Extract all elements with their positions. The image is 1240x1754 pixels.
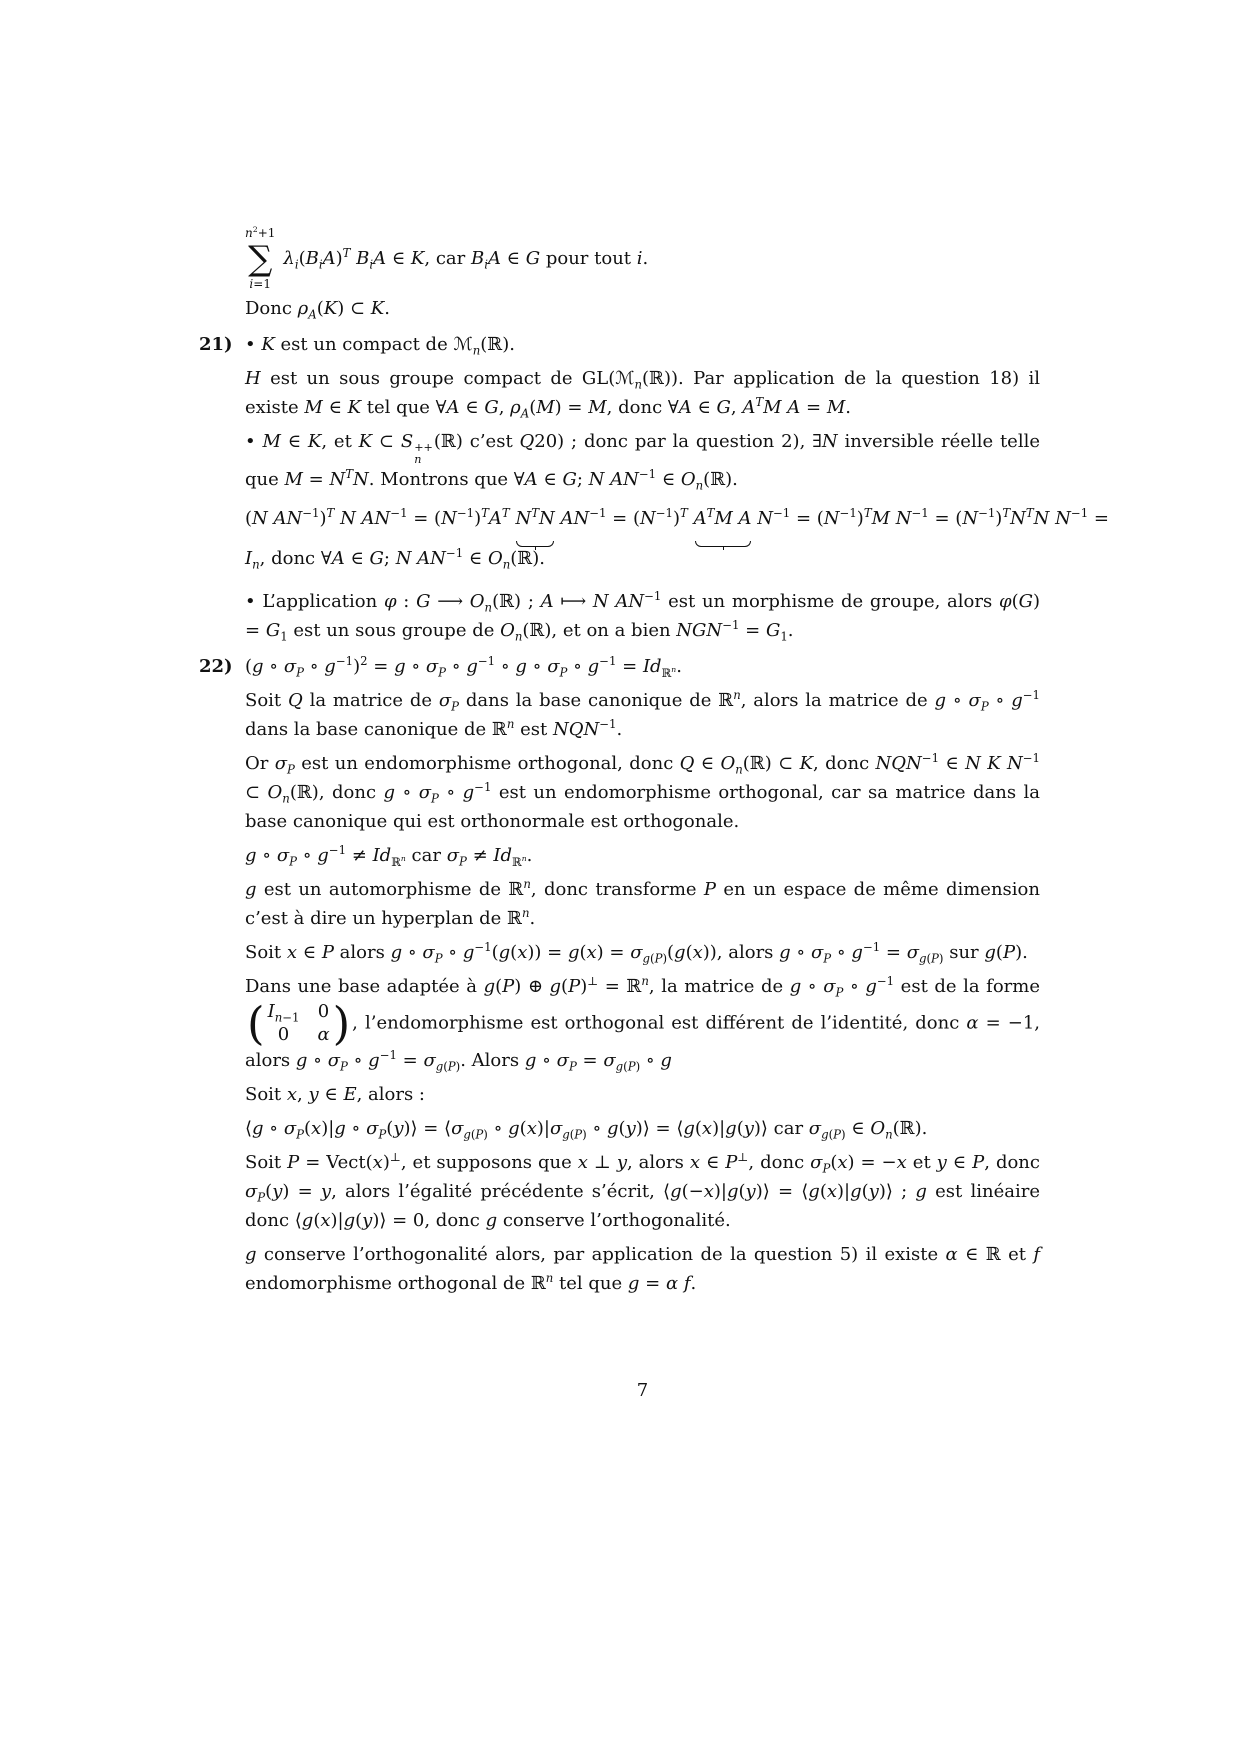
math-paragraph: Donc $\rho_A(K)$ ⊂ K.	[245, 298, 390, 322]
math-paragraph: Or $\sigma_P$ est un endomorphisme orthogonal, donc Q ∈ $O_n(ℝ)$ ⊂ K, donc $NQN^{-1}$ ∈ N K $N^{-1}$ ⊂ $O_n(ℝ)$, donc g ∘ $\sigma_P$ ∘ $g^{-1}$ est un endomorphisme orthogonal, car sa matrice dans la base canonique qui est orthonormale est orthogonale.	[245, 751, 1040, 833]
math-paragraph: Soit x ∈ P alors g ∘ $\sigma_P$ ∘ $g^{-1}(g(x)) = g(x) = \sigma_{g(P)}(g(x))$, alors g ∘ $\sigma_P$ ∘ $g^{-1} = \sigma_{g(P)}$ sur g(P).	[245, 940, 1028, 966]
question-22	[199, 652, 1040, 1298]
item-body	[245, 652, 1040, 1298]
math-paragraph: Soit x, y ∈ E, alors :	[245, 1084, 425, 1106]
math-paragraph: g conserve l’orthogonalité alors, par application de la question 5) il existe α ∈ ℝ et f endomorphisme orthogonal de ℝ$^n$ tel que g = α f.	[245, 1244, 1040, 1295]
math-paragraph: H est un sous groupe compact de GL(ℳ$_n$(ℝ)). Par application de la question 18) il existe M ∈ K tel que ∀A ∈ G, $\rho_A(M) = M$, donc ∀A ∈ G, $A^TM$ A = M.	[245, 368, 1040, 421]
item-number: 22)	[199, 656, 233, 678]
math-paragraph: Soit P = Vect(x)⊥, et supposons que x ⊥ y, alors x ∈ P⊥, donc $\sigma_P(x) = -x$ et y ∈ P, donc $\sigma_P(y) = y$, alors l’égalité précédente s’écrit, ⟨g(−x)|g(y)⟩ = ⟨g(x)|g(y)⟩ ; g est linéaire donc ⟨g(x)|g(y)⟩ = 0, donc g conserve l’orthogonalité.	[245, 1150, 1040, 1232]
item-number: 21)	[199, 334, 233, 355]
item-body	[245, 330, 1109, 645]
math-paragraph: • M ∈ K, et K ⊂ S ++ n (ℝ) c’est Q20) ; donc par la question 2), ∃N inversible réelle telle que $M = N^TN$. Montrons que ∀A ∈ G; N $AN^{-1}$ ∈ $O_n(ℝ)$.	[245, 431, 1040, 493]
math-paragraph: ⟨g ∘ $\sigma_P(x)|g$ ∘ $\sigma_P(y)⟩$ = $⟨\sigma_{g(P)}$ ∘ $g(x)|\sigma_{g(P)}$ ∘ g(y)⟩ = ⟨g(x)|g(y)⟩ car $\sigma_{g(P)}$ ∈ $O_n(ℝ)$.	[245, 1118, 928, 1142]
question-21	[199, 330, 1109, 645]
sum-display-line: $n^2+1$ ∑ i=1 $\lambda_i(B_iA)^T$ $B_iA$ ∈ K, car $B_iA$ ∈ G pour tout i.	[245, 225, 649, 291]
continuation-block	[245, 226, 1040, 323]
math-paragraph: • K est un compact de ℳ$_n$(ℝ).	[245, 334, 515, 358]
math-paragraph: g ∘ $\sigma_P$ ∘ $g^{-1} \ne Id_{ℝ^n}$ car $\sigma_P \ne Id_{ℝ^n}$.	[245, 843, 533, 869]
equation-line: (N $AN^{-1})^T$ N $AN^{-1} = (N^{-1})^TA^T$ $N^TN$ $AN^{-1} = (N^{-1})^T$ $A^TM$ A $N^{-1} = (N^{-1})^TM$ $N^{-1} = (N^{-1})^TN^TN$ $N^{-1} = I_n$, donc ∀A ∈ G; N $AN^{-1}$ ∈ $O_n(ℝ)$.	[245, 499, 1130, 579]
math-paragraph: • L’application φ : G ⟶ $O_n(ℝ)$ ; A ⟼ N $AN^{-1}$ est un morphisme de groupe, alors $\varphi(G) = G_1$ est un sous groupe de $O_n(ℝ)$, et on a bien $NGN^{-1} = G_1$.	[245, 589, 1041, 644]
page-number: 7	[636, 1380, 649, 1401]
math-paragraph: (g ∘ $\sigma_P$ ∘ $g^{-1})^2 = g$ ∘ $\sigma_P$ ∘ $g^{-1}$ ∘ g ∘ $\sigma_P$ ∘ $g^{-1} = Id_{ℝ^n}$.	[245, 654, 682, 680]
page-content	[199, 225, 1109, 1298]
math-paragraph-matrix: Dans une base adaptée à g(P) ⊕ g(P)⊥ = ℝ$^n$, la matrice de g ∘ $\sigma_P$ ∘ $g^{-1}$ est de la forme ( $I_{n-1}$ 0 0 α ) , l’endomorphisme est orthogonal est différent de l’identité, donc α = −1, alors g ∘ $\sigma_P$ ∘ $g^{-1} = \sigma_{g(P)}$. Alors g ∘ $\sigma_P = \sigma_{g(P)}$ ∘ g	[245, 974, 1040, 1074]
math-paragraph: g est un automorphisme de ℝ$^n$, donc transforme P en un espace de même dimension c’est à dire un hyperplan de ℝ$^n$.	[245, 877, 1040, 930]
math-paragraph: Soit Q la matrice de $\sigma_P$ dans la base canonique de ℝ$^n$, alors la matrice de g ∘ $\sigma_P$ ∘ $g^{-1}$ dans la base canonique de ℝ$^n$ est $NQN^{-1}$.	[245, 688, 1040, 741]
